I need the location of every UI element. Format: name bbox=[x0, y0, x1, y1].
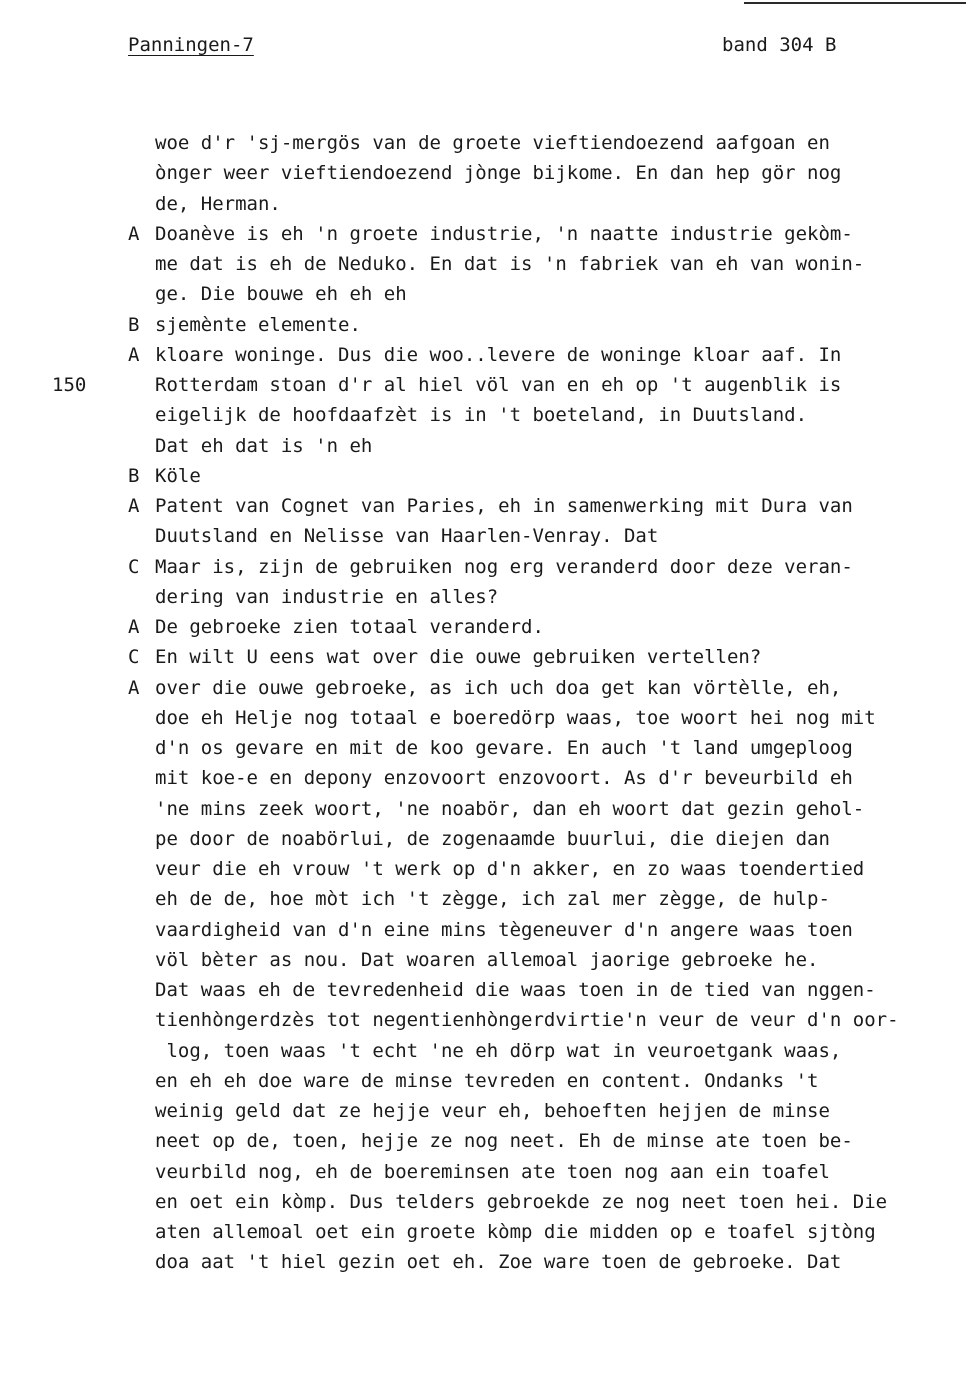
line-text: eh de de, hoe mòt ich 't zègge, ich zal mer zègge, de hulp- bbox=[155, 888, 830, 911]
transcript-line bbox=[0, 975, 966, 1005]
transcript-line bbox=[0, 824, 966, 854]
transcript-line bbox=[0, 854, 966, 884]
speaker-label: A bbox=[128, 222, 140, 245]
line-text: 'ne mins zeek woort, 'ne noabör, dan eh woort dat gezin gehol- bbox=[155, 797, 865, 820]
line-text: ge. Die bouwe eh eh eh bbox=[155, 283, 407, 306]
line-text: En wilt U eens wat over die ouwe gebruiken vertellen? bbox=[155, 646, 762, 669]
transcript-line bbox=[0, 1187, 966, 1217]
speaker-label: A bbox=[128, 495, 140, 517]
transcript-line bbox=[0, 310, 966, 340]
transcript-line bbox=[0, 794, 966, 824]
line-text: Duutsland en Nelisse van Haarlen-Venray. Dat bbox=[155, 525, 659, 548]
line-text: mit koe-e en depony enzovoort enzovoort. As d'r beveurbild eh bbox=[155, 767, 853, 790]
transcript-line bbox=[0, 158, 966, 188]
transcript-line bbox=[0, 1157, 966, 1187]
transcript-body bbox=[0, 128, 966, 1278]
line-text: sjemènte elemente. bbox=[155, 313, 361, 336]
transcript-line bbox=[0, 1126, 966, 1156]
transcript-line bbox=[0, 128, 966, 158]
line-text: doa aat 't hiel gezin oet eh. Zoe ware toen de gebroeke. Dat bbox=[155, 1251, 842, 1274]
line-text: Rotterdam stoan d'r al hiel völ van en eh op 't augenblik is bbox=[155, 374, 842, 396]
transcript-line bbox=[0, 1217, 966, 1247]
transcript-line bbox=[0, 491, 966, 521]
line-text: vaardigheid van d'n eine mins tègeneuver d'n angere waas toen bbox=[155, 918, 853, 941]
transcript-line bbox=[0, 400, 966, 430]
line-number: 150 bbox=[52, 374, 87, 396]
transcript-line bbox=[0, 1096, 966, 1126]
line-text: Dat eh dat is 'n eh bbox=[155, 434, 373, 457]
tape-reference: band 304 B bbox=[722, 34, 837, 56]
line-text: kloare woninge. Dus die woo..levere de woninge kloar aaf. In bbox=[155, 343, 842, 366]
line-text: over die ouwe gebroeke, as ich uch doa get kan vörtèlle, eh, bbox=[155, 676, 842, 699]
line-text: völ bèter as nou. Dat woaren allemoal jaorige gebroeke he. bbox=[155, 948, 819, 971]
transcript-line bbox=[0, 733, 966, 763]
line-text: veurbild nog, eh de boereminsen ate toen nog aan ein toafel bbox=[155, 1160, 830, 1183]
transcript-line bbox=[0, 1247, 966, 1277]
transcript-line bbox=[0, 279, 966, 309]
line-text: ònger weer vieftiendoezend jònge bijkome. En dan hep gör nog bbox=[155, 162, 842, 185]
page-title: Panningen-7 bbox=[128, 34, 254, 56]
transcript-line bbox=[0, 1066, 966, 1096]
line-text: Doanève is eh 'n groete industrie, 'n naatte industrie gekòm- bbox=[155, 222, 853, 245]
line-text: neet op de, toen, hejje ze nog neet. Eh de minse ate toen be- bbox=[155, 1130, 853, 1153]
speaker-label: B bbox=[128, 464, 140, 487]
line-text: Dat waas eh de tevredenheid die waas toen in de tied van nggen- bbox=[155, 979, 876, 1001]
line-text: en eh eh doe ware de minse tevreden en content. Ondanks 't bbox=[155, 1069, 819, 1092]
transcript-line bbox=[0, 1005, 966, 1035]
transcript-line bbox=[0, 612, 966, 642]
line-text: Köle bbox=[155, 464, 201, 487]
line-text: tienhòngerdzès tot negentienhòngerdvirtie'n veur de veur d'n oor- bbox=[155, 1009, 899, 1032]
transcript-line bbox=[0, 915, 966, 945]
line-text: aten allemoal oet ein groete kòmp die midden op e toafel sjtòng bbox=[155, 1221, 876, 1243]
speaker-label: C bbox=[128, 555, 140, 578]
line-text: eigelijk de hoofdaafzèt is in 't boeteland, in Duutsland. bbox=[155, 404, 808, 427]
line-text: woe d'r 'sj-mergös van de groete vieftiendoezend aafgoan en bbox=[155, 132, 830, 154]
transcript-line bbox=[0, 340, 966, 370]
transcript-line bbox=[0, 461, 966, 491]
transcript-line bbox=[0, 370, 966, 400]
line-text: me dat is eh de Neduko. En dat is 'n fabriek van eh van wonin- bbox=[155, 253, 865, 275]
speaker-label: A bbox=[128, 676, 140, 699]
line-text: Maar is, zijn de gebruiken nog erg veranderd door deze veran- bbox=[155, 555, 853, 578]
transcript-line bbox=[0, 249, 966, 279]
transcript-line bbox=[0, 552, 966, 582]
line-text: veur die eh vrouw 't werk op d'n akker, en zo waas toendertied bbox=[155, 858, 865, 880]
transcript-line bbox=[0, 431, 966, 461]
transcript-line bbox=[0, 219, 966, 249]
line-text: de, Herman. bbox=[155, 192, 281, 215]
transcript-line bbox=[0, 582, 966, 612]
line-text: pe door de noabörlui, de zogenaamde buurlui, die diejen dan bbox=[155, 827, 830, 850]
line-text: weinig geld dat ze hejje veur eh, behoeften hejjen de minse bbox=[155, 1100, 830, 1122]
line-text: De gebroeke zien totaal veranderd. bbox=[155, 616, 544, 638]
transcript-line bbox=[0, 189, 966, 219]
transcript-line bbox=[0, 945, 966, 975]
transcript-line bbox=[0, 1036, 966, 1066]
top-rule bbox=[744, 2, 966, 4]
transcript-line bbox=[0, 763, 966, 793]
speaker-label: B bbox=[128, 313, 140, 336]
transcript-line bbox=[0, 673, 966, 703]
speaker-label: C bbox=[128, 646, 140, 669]
line-text: d'n os gevare en mit de koo gevare. En auch 't land umgeploog bbox=[155, 737, 853, 759]
line-text: doe eh Helje nog totaal e boeredörp waas, toe woort hei nog mit bbox=[155, 706, 876, 729]
transcript-line bbox=[0, 703, 966, 733]
transcript-line bbox=[0, 521, 966, 551]
transcript-line bbox=[0, 642, 966, 672]
line-text: log, toen waas 't echt 'ne eh dörp wat in veuroetgank waas, bbox=[155, 1039, 842, 1062]
line-text: en oet ein kòmp. Dus telders gebroekde ze nog neet toen hei. Die bbox=[155, 1190, 888, 1213]
speaker-label: A bbox=[128, 616, 140, 638]
transcript-line bbox=[0, 884, 966, 914]
line-text: Patent van Cognet van Paries, eh in samenwerking mit Dura van bbox=[155, 495, 853, 517]
speaker-label: A bbox=[128, 343, 140, 366]
line-text: dering van industrie en alles? bbox=[155, 585, 499, 608]
